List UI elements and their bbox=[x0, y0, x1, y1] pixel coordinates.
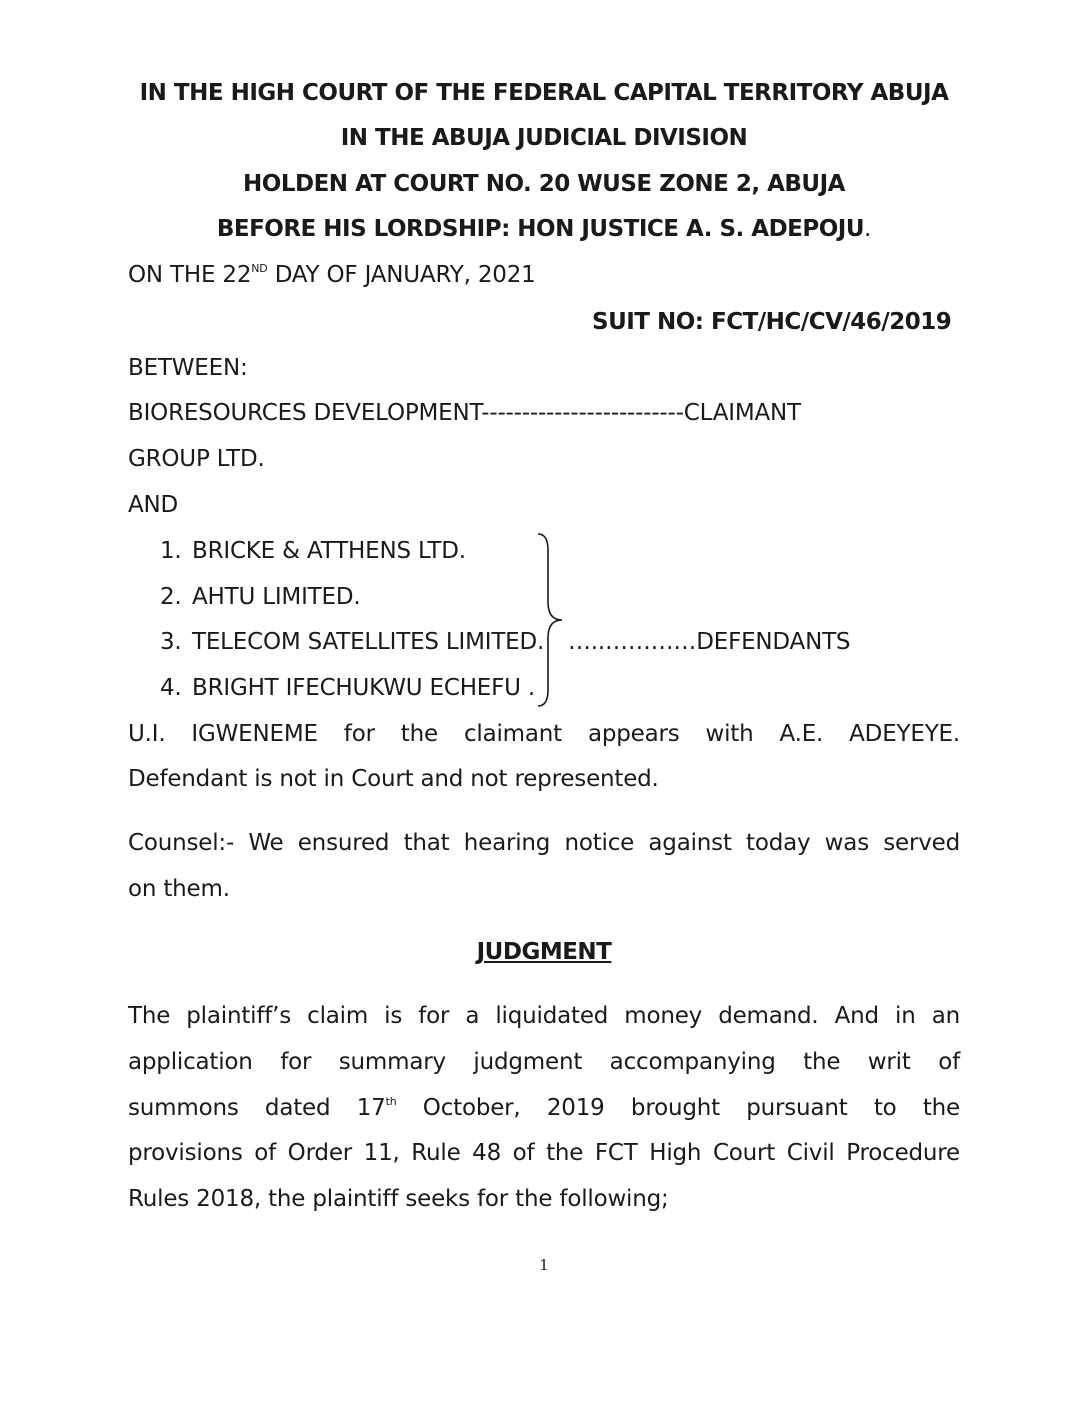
defendant-item bbox=[160, 584, 360, 610]
body-line-3-sup: th bbox=[385, 1095, 397, 1108]
defendant-item bbox=[160, 675, 535, 701]
date-rest: DAY OF JANUARY, 2021 bbox=[267, 262, 536, 288]
appearance-line-2: Defendant is not in Court and not represented. bbox=[128, 766, 659, 792]
before-text: BEFORE HIS LORDSHIP: HON JUSTICE A. S. ADEPOJU bbox=[216, 216, 865, 242]
court-title: IN THE HIGH COURT OF THE FEDERAL CAPITAL TERRITORY ABUJA bbox=[139, 80, 949, 106]
defendant-number: 1. bbox=[160, 538, 182, 564]
defendant-name: AHTU LIMITED. bbox=[192, 584, 361, 610]
appearance-line-1: U.I. IGWENEME for the claimant appears with A.E. ADEYEYE. bbox=[128, 721, 960, 747]
body-line: application for summary judgment accompanying the writ of bbox=[128, 1049, 960, 1075]
and-label: AND bbox=[128, 492, 179, 518]
defendant-number: 4. bbox=[160, 675, 182, 701]
defendant-name: BRIGHT IFECHUKWU ECHEFU . bbox=[192, 675, 536, 701]
hearing-date bbox=[128, 262, 536, 288]
before-title bbox=[0, 216, 1088, 242]
defendant-item bbox=[160, 629, 544, 655]
suit-number: SUIT NO: FCT/HC/CV/46/2019 bbox=[592, 309, 952, 335]
defendant-number: 2. bbox=[160, 584, 182, 610]
division-title: IN THE ABUJA JUDICIAL DIVISION bbox=[340, 125, 748, 151]
body-line-3b: October, 2019 brought pursuant to the bbox=[396, 1095, 960, 1121]
judgment-heading bbox=[0, 939, 1088, 965]
date-suffix: ND bbox=[251, 262, 268, 275]
date-prefix: ON THE 22 bbox=[128, 262, 252, 288]
defendant-number: 3. bbox=[160, 629, 182, 655]
claimant-line-1: BIORESOURCES DEVELOPMENT-------------------------CLAIMANT bbox=[128, 400, 801, 426]
defendant-item bbox=[160, 538, 466, 564]
holden-title: HOLDEN AT COURT NO. 20 WUSE ZONE 2, ABUJA bbox=[243, 171, 845, 197]
defendant-name: TELECOM SATELLITES LIMITED. bbox=[192, 629, 545, 655]
defendant-name: BRICKE & ATTHENS LTD. bbox=[192, 538, 466, 564]
counsel-line-2: on them. bbox=[128, 876, 230, 902]
right-brace-icon bbox=[538, 530, 578, 710]
before-punct: . bbox=[864, 216, 872, 242]
between-label: BETWEEN: bbox=[128, 355, 248, 381]
page-number: 1 bbox=[539, 1256, 549, 1274]
defendants-label: …..…………DEFENDANTS bbox=[568, 629, 851, 655]
judgment-title: JUDGMENT bbox=[476, 939, 612, 965]
claimant-line-2: GROUP LTD. bbox=[128, 446, 265, 472]
body-line-3a: summons dated 17 bbox=[128, 1095, 386, 1121]
body-line: provisions of Order 11, Rule 48 of the FCT High Court Civil Procedure bbox=[128, 1140, 960, 1166]
body-line: The plaintiff’s claim is for a liquidated money demand. And in an bbox=[128, 1003, 960, 1029]
body-line: Rules 2018, the plaintiff seeks for the following; bbox=[128, 1186, 669, 1212]
body-line bbox=[128, 1095, 960, 1121]
counsel-line-1: Counsel:- We ensured that hearing notice against today was served bbox=[128, 830, 960, 856]
